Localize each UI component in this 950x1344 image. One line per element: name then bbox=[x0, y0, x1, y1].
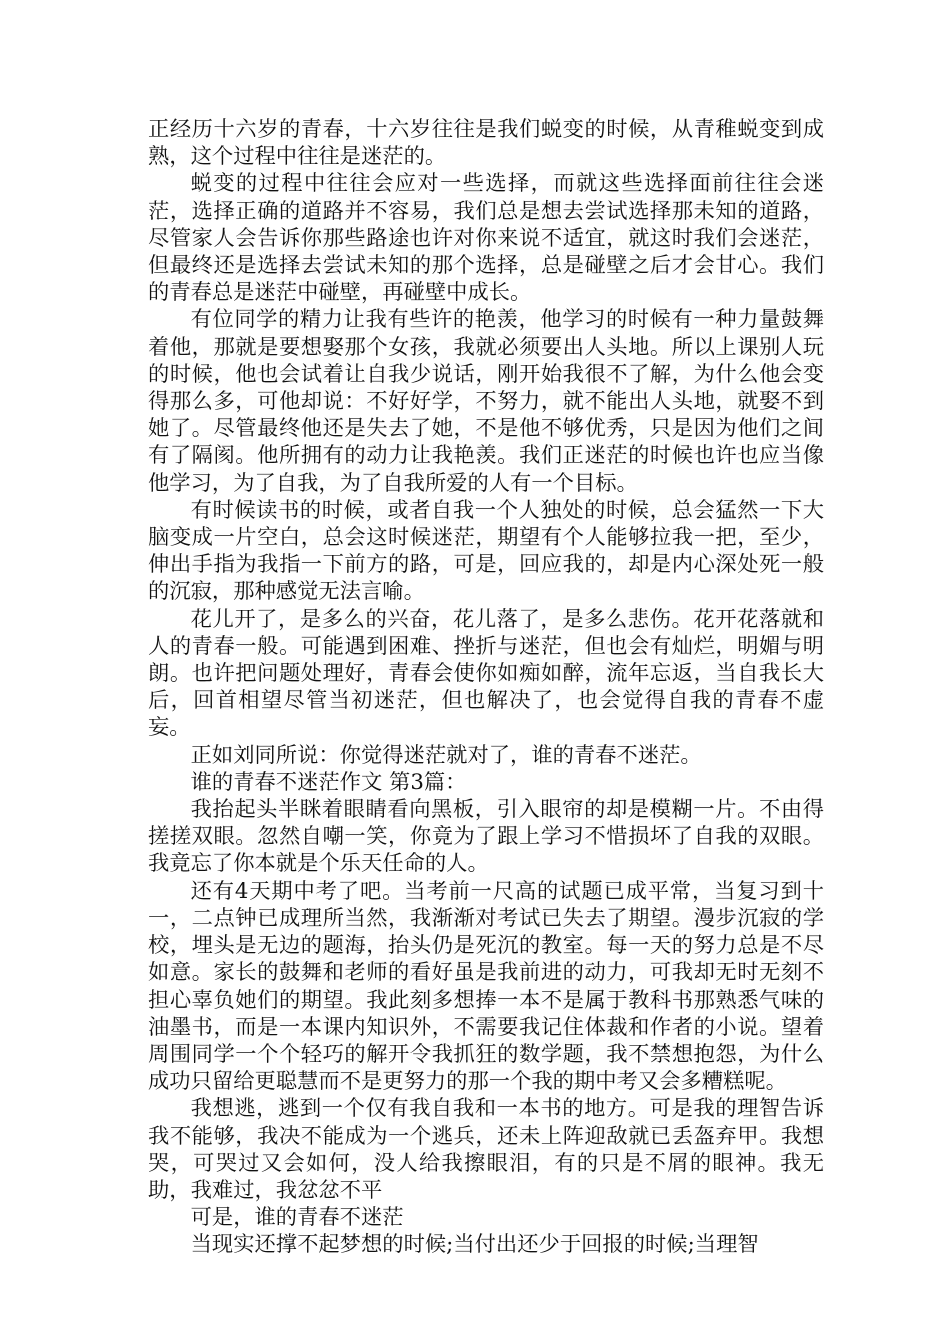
paragraph-11: 当现实还撑不起梦想的时候;当付出还少于回报的时候;当理智 bbox=[190, 1232, 759, 1258]
paragraph-10: 可是，谁的青春不迷茫 bbox=[190, 1205, 404, 1231]
paragraph-2: 蜕变的过程中往往会应对一些选择，而就这些选择面前往往会迷茫，选择正确的道路并不容易，我们总是想去尝试选择那未知的道路，尽管家人会告诉你那些路途也许对你来说不适宜，就这时我们会迷茫，但最终还是选择去尝试未知的那个选择，总是碰壁之后才会甘心。我们的青春总是迷茫中碰壁，再碰壁中成长。 bbox=[148, 171, 824, 306]
paragraph-6: 正如刘同所说：你觉得迷茫就对了，谁的青春不迷茫。 bbox=[190, 742, 702, 768]
paragraph-1: 正经历十六岁的青春，十六岁往往是我们蜕变的时候，从青稚蜕变到成熟，这个过程中往往是迷茫的。 bbox=[148, 117, 824, 170]
section-heading: 谁的青春不迷茫作文 第3篇： bbox=[190, 769, 467, 795]
paragraph-5: 花儿开了，是多么的兴奋，花儿落了，是多么悲伤。花开花落就和人的青春一般。可能遇到困难、挫折与迷茫，但也会有灿烂，明媚与明朗。也许把问题处理好，青春会使你如痴如醉，流年忘返，当自我长大后，回首相望尽管当初迷茫，但也解决了，也会觉得自我的青春不虚妄。 bbox=[148, 606, 824, 741]
paragraph-7: 我抬起头半眯着眼睛看向黑板，引入眼帘的却是模糊一片。不由得搓搓双眼。忽然自嘲一笑，你竟为了跟上学习不惜损坏了自我的双眼。我竟忘了你本就是个乐天任命的人。 bbox=[148, 797, 824, 877]
document-page bbox=[148, 116, 824, 1259]
paragraph-4: 有时候读书的时候，或者自我一个人独处的时候，总会猛然一下大脑变成一片空白，总会这时候迷茫，期望有个人能够拉我一把，至少，伸出手指为我指一下前方的路，可是，回应我的，却是内心深处死一般的沉寂，那种感觉无法言喻。 bbox=[148, 497, 824, 605]
paragraph-9: 我想逃，逃到一个仅有我自我和一本书的地方。可是我的理智告诉我不能够，我决不能成为一个逃兵，还未上阵迎敌就已丢盔弃甲。我想哭，可哭过又会如何，没人给我擦眼泪，有的只是不屑的眼神。我无助，我难过，我忿忿不平 bbox=[148, 1096, 824, 1203]
paragraph-8: 还有4天期中考了吧。当考前一尺高的试题已成平常，当复习到十一，二点钟已成理所当然，我渐渐对考试已失去了期望。漫步沉寂的学校，埋头是无边的题海，抬头仍是死沉的教室。每一天的努力总是不尽如意。家长的鼓舞和老师的看好虽是我前进的动力，可我却无时无刻不担心辜负她们的期望。我此刻多想捧一本不是属于教科书那熟悉气味的油墨书，而是一本课内知识外，不需要我记住体裁和作者的小说。望着周围同学一个个轻巧的解开令我抓狂的数学题，我不禁想抱怨，为什么成功只留给更聪慧而不是更努力的那一个我的期中考又会多糟糕呢。 bbox=[148, 878, 824, 1095]
paragraph-3: 有位同学的精力让我有些许的艳羡，他学习的时候有一种力量鼓舞着他，那就是要想娶那个女孩，我就必须要出人头地。所以上课别人玩的时候，他也会试着让自我少说话，刚开始我很不了解，为什么他会变得那么多，可他却说：不好好学，不努力，就不能出人头地，就娶不到她了。尽管最终他还是失去了她，不是他不够优秀，只是因为他们之间有了隔阂。他所拥有的动力让我艳羡。我们正迷茫的时候也许也应当像他学习，为了自我，为了自我所爱的人有一个目标。 bbox=[148, 307, 824, 496]
